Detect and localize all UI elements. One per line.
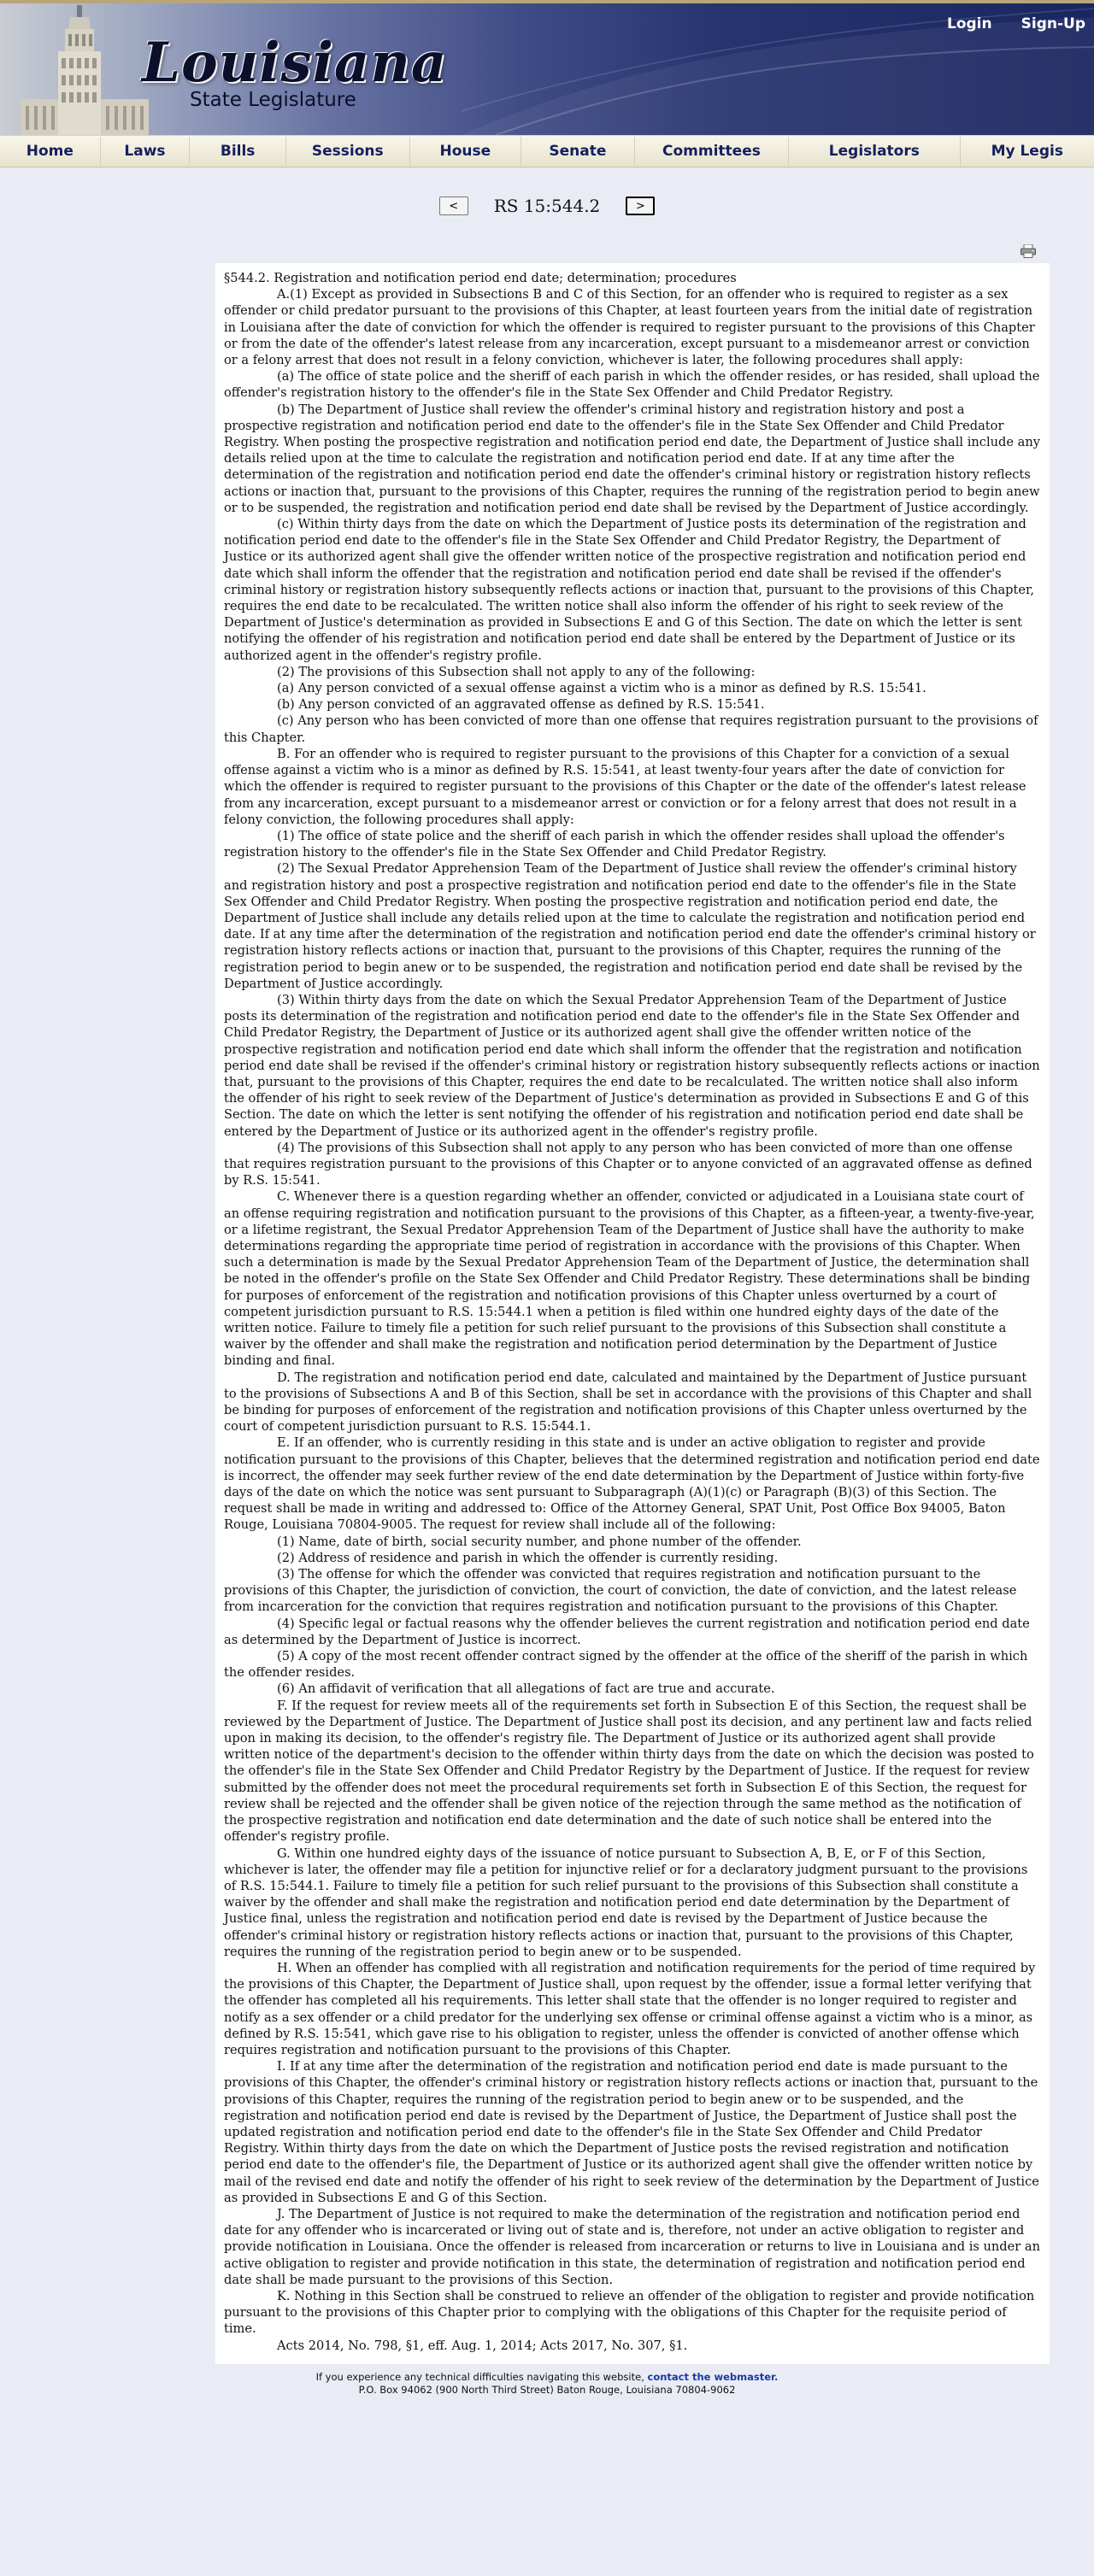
next-section-button[interactable]: > xyxy=(626,197,655,215)
statute-paragraph: D. The registration and notification period end date, calculated and maintained by the Department of Justice pursuant to the provisions of Subsections A and B of this Section, shall be set in accordance with the provisions of this Chapter and shall be binding for purposes of enforcement of the registration and notification provisions of this Chapter unless overturned by the court of competent jurisdiction pursuant to R.S. 15:544.1. xyxy=(224,1370,1032,1435)
statute-paragraph: (c) Within thirty days from the date on which the Department of Justice posts its determination of the registration and notification period end date to the offender's file in the State Sex Offender and Child Predator Registry, the Department of Justice or its authorized agent shall give the offender written notice of the prospective registration and notification period end date which shall inform the offender that the registration and notification period end date shall be revised if the offender's criminal history or registration history subsequently reflects actions or inaction that, pursuant to the provisions of this Chapter, requires the end date to be recalculated. The written notice shall also inform the offender of his right to seek review of the Department of Justice's determination as provided in Subsections E and G of this Section. The date on which the letter is sent notifying the offender of his registration and notification period end date shall be entered by the Department of Justice or its authorized agent in the offender's registry profile. xyxy=(224,517,1035,663)
footer-support-text: If you experience any technical difficulties navigating this website, xyxy=(315,2370,644,2383)
statute-paragraph: B. For an offender who is required to register pursuant to the provisions of this Chapter for a conviction of a sexual offense against a victim who is a minor as defined by R.S. 15:541, at least twenty-four years after the date of conviction for which the offender is required to register pursuant to the provisions of this Chapter or the date of the offender's latest release from any incarceration, except pursuant to a misdemeanor arrest or conviction or for a felony arrest that does not result in a felony conviction, the following procedures shall apply: xyxy=(224,746,1026,827)
statute-paragraph: J. The Department of Justice is not required to make the determination of the registration and notification period end date for any offender who is incarcerated or living out of state and is, therefore, not under an active obligation to register and provide notification in Louisiana. Once the offender is released from incarceration or returns to live in Louisiana and is under an active obligation to register and provide notification in this state, the determination of registration and notification period end date shall be made pursuant to the provisions of this Section. xyxy=(224,2206,1040,2287)
printer-icon[interactable] xyxy=(1020,244,1036,258)
statute-paragraph: (1) The office of state police and the sheriff of each parish in which the offender resides shall upload the offender's registration history to the offender's file in the State Sex Offender and Child Predator Registry. xyxy=(224,828,1005,860)
site-footer xyxy=(0,2364,1094,2397)
nav-item-sessions[interactable]: Sessions xyxy=(286,137,410,166)
section-title: RS 15:544.2 xyxy=(493,196,601,216)
nav-item-legislators[interactable]: Legislators xyxy=(789,137,960,166)
nav-item-my-legis[interactable]: My Legis xyxy=(991,143,1063,160)
site-logo-subtitle[interactable]: State Legislature xyxy=(190,89,356,111)
statute-paragraph: I. If at any time after the determination of the registration and notification period end date is made pursuant to the provisions of this Chapter, the offender's criminal history or registration history reflects actions or inaction that, pursuant to the provisions of this Chapter, requires the running of the registration period to begin anew or to be suspended, and the registration and notification period end date is revised by the Department of Justice, the Department of Justice shall post the updated registration and notification period end date to the offender's file in the State Sex Offender and Child Predator Registry. Within thirty days from the date on which the Department of Justice posts the revised registration and notification period end date to the offender's file, the Department of Justice or its authorized agent shall give the offender written notice by mail of the revised end date and notify the offender of his right to seek review of the determination by the Department of Justice as provided in Subsections E and G of this Section. xyxy=(224,2059,1039,2205)
statute-paragraph: E. If an offender, who is currently residing in this state and is under an active obligation to register and provide notification pursuant to the provisions of this Chapter, believes that the determined registration and notification period end date is incorrect, the offender may seek further review of the end date determination by the Department of Justice within forty-five days of the date on which the notice was sent pursuant to Subparagraph (A)(1)(c) or Paragraph (B)(3) of this Section. The request shall be made in writing and addressed to: Office of the Attorney General, SPAT Unit, Post Office Box 94005, Baton Rouge, Louisiana 70804-9005. The request for review shall include all of the following: xyxy=(224,1435,1040,1533)
auth-links xyxy=(947,15,1085,32)
statute-paragraph: (3) The offense for which the offender was convicted that requires registration and notification pursuant to the provisions of this Chapter, the jurisdiction of conviction, the court of conviction, the date of conviction, and the latest release from incarceration for the conviction that requires registration and notification pursuant to the provisions of this Chapter. xyxy=(224,1567,1017,1615)
capitol-building-icon xyxy=(21,5,149,135)
nav-item-bills[interactable]: Bills xyxy=(190,137,286,166)
statute-paragraph: K. Nothing in this Section shall be construed to relieve an offender of the obligation to register and provide notification pursuant to the provisions of this Chapter prior to complying with the obligations of this Chapter for the requisite period of time. xyxy=(224,2288,1035,2337)
statute-paragraph: G. Within one hundred eighty days of the issuance of notice pursuant to Subsection A, B, E, or F of this Section, whichever is later, the offender may file a petition for injunctive relief or for a declaratory judgment pursuant to the provisions of R.S. 15:544.1. Failure to timely file a petition for such relief pursuant to the provisions of this Subsection shall constitute a waiver by the offender and shall make the registration and notification period end date determination by the Department of Justice final, unless the registration and notification period end date is revised by the Department of Justice because the offender's criminal history or registration history reflects actions or inaction that, pursuant to the provisions of this Chapter, requires the running of the registration period to begin anew or to be suspended. xyxy=(224,1845,1028,1959)
nav-item-home[interactable]: Home xyxy=(0,137,101,166)
statute-paragraph: (b) The Department of Justice shall review the offender's criminal history and registration history and post a prospective registration and notification period end date to the offender's file in the State Sex Offender and Child Predator Registry. When posting the prospective registration and notification period end date, the Department of Justice shall include any details relied upon at the time to calculate the registration and notification period end date. If at any time after the determination of the registration and notification period end date the offender's criminal history or registration history reflects actions or inaction that, pursuant to the provisions of this Chapter, requires the running of the registration period to begin anew or to be suspended, the registration and notification period end date shall be revised by the Department of Justice accordingly. xyxy=(224,402,1040,515)
statute-paragraph: C. Whenever there is a question regarding whether an offender, convicted or adjudicated in a Louisiana state court of an offense requiring registration and notification pursuant to the provisions of this Chapter, as a fifteen-year, a twenty-five-year, or a lifetime registrant, the Sexual Predator Apprehension Team of the Department of Justice shall have the authority to make determinations regarding the appropriate time period of registration in accordance with the provisions of this Chapter. When such a determination is made by the Sexual Predator Apprehension Team of the Department of Justice, the determination shall be noted in the offender's profile on the State Sex Offender and Child Predator Registry. These determinations shall be binding for purposes of enforcement of the registration and notification provisions of this Chapter unless overturned by a court of competent jurisdiction pursuant to R.S. 15:544.1 when a petition is filed within one hundred eighty days of the date of the written notice. Failure to timely file a petition for such relief pursuant to the provisions of this Subsection shall constitute a waiver by the offender and shall make the registration and notification period determination by the Department of Justice binding and final. xyxy=(224,1189,1035,1369)
statute-paragraph: (b) Any person convicted of an aggravated offense as defined by R.S. 15:541. xyxy=(277,697,765,713)
statute-paragraph: (2) The provisions of this Subsection shall not apply to any of the following: xyxy=(277,664,756,679)
statute-paragraph: (1) Name, date of birth, social security number, and phone number of the offender. xyxy=(277,1534,802,1549)
statute-paragraph: A.(1) Except as provided in Subsections B and C of this Section, for an offender who is required to register as a sex offender or child predator pursuant to the provisions of this Chapter, at least fourteen years from the initial date of registration in Louisiana after the date of conviction for which the offender is required to register pursuant to the provisions of this Chapter or from the date of the offender's latest release from any incarceration, except pursuant to a misdemeanor arrest or conviction or a felony arrest that does not result in a felony conviction, whichever is later, the following procedures shall apply: xyxy=(224,287,1035,368)
statute-paragraph: (a) Any person convicted of a sexual offense against a victim who is a minor as defined by R.S. 15:541. xyxy=(277,681,926,696)
nav-item-house[interactable]: House xyxy=(410,137,522,166)
statute-text xyxy=(215,263,1050,2364)
print-row xyxy=(0,244,1094,263)
statute-paragraph: (a) The office of state police and the sheriff of each parish in which the offender resides, or has resided, shall upload the offender's registration history to the offender's file in the State Sex Offender and Child Predator Registry. xyxy=(224,369,1040,401)
nav-item-senate[interactable]: Senate xyxy=(521,137,635,166)
statute-paragraph: (3) Within thirty days from the date on which the Sexual Predator Apprehension Team of the Department of Justice posts its determination of the registration and notification period end date to the offender's file in the State Sex Offender and Child Predator Registry, the Department of Justice or its authorized agent shall give the offender written notice of the prospective registration and notification period end date which shall inform the offender that the registration and notification period end date shall be revised if the offender's criminal history or registration history subsequently reflects actions or inaction that, pursuant to the provisions of this Chapter, requires the end date to be recalculated. The written notice shall also inform the offender of his right to seek review of the Department of Justice's determination as provided in Subsections E and G of this Section. The date on which the letter is sent notifying the offender of his registration and notification period end date shall be entered by the Department of Justice or its authorized agent in the offender's registry profile. xyxy=(224,992,1040,1139)
nav-item-committees[interactable]: Committees xyxy=(635,137,789,166)
statute-paragraph: (5) A copy of the most recent offender contract signed by the offender at the office of the sheriff of the parish in which the offender resides. xyxy=(224,1649,1028,1681)
section-heading: §544.2. Registration and notification period end date; determination; procedures xyxy=(224,271,737,285)
login-link[interactable]: Login xyxy=(947,15,992,32)
site-logo-script[interactable]: Louisiana xyxy=(142,31,448,95)
webmaster-contact-link[interactable]: contact the webmaster. xyxy=(647,2370,779,2383)
statute-paragraph: Acts 2014, No. 798, §1, eff. Aug. 1, 2014; Acts 2017, No. 307, §1. xyxy=(277,2338,688,2353)
nav-item-laws[interactable]: Laws xyxy=(101,137,191,166)
statute-paragraph: H. When an offender has complied with all registration and notification requirements for the period of time required by the provisions of this Chapter, the Department of Justice shall, upon request by the offender, issue a formal letter verifying that the offender has completed all his requirements. This letter shall state that the offender is no longer required to register and notify as a sex offender or a child predator for the underlying sex offense or criminal offense against a victim who is a minor, as defined by R.S. 15:541, which gave rise to his obligation to register, unless the offender is convicted of another offense which requires registration and notification pursuant to the provisions of this Chapter. xyxy=(224,1960,1036,2057)
main-nav xyxy=(0,135,1094,167)
statute-paragraph: F. If the request for review meets all of the requirements set forth in Subsection E of this Section, the request shall be reviewed by the Department of Justice. The Department of Justice shall post its decision, and any pertinent law and facts relied upon in making its decision, to the offender's registry file. The Department of Justice or its authorized agent shall provide written notice of the department's decision to the offender within thirty days from the date on which the decision was posted to the offender's file in the State Sex Offender and Child Predator Registry by the Department of Justice. If the request for review submitted by the offender does not meet the procedural requirements set forth in Subsection E of this Section, the request for review shall be rejected and the offender shall be given notice of the rejection through the same method as the notification of the prospective registration and notification end date determination and the date of such notice shall be entered into the offender's registry profile. xyxy=(224,1698,1034,1845)
statute-paragraph: (2) The Sexual Predator Apprehension Team of the Department of Justice shall review the offender's criminal history and registration history and post a prospective registration and notification period end date to the offender's file in the State Sex Offender and Child Predator Registry. When posting the prospective registration and notification period end date, the Department of Justice shall include any details relied upon at the time to calculate the registration and notification period end date. If at any time after the determination of the registration and notification period end date the offender's criminal history or registration history reflects actions or inaction that, pursuant to the provisions of this Chapter, requires the running of the registration period to begin anew or to be suspended, the registration and notification period end date shall be revised by the Department of Justice accordingly. xyxy=(224,861,1036,991)
prev-section-button[interactable]: < xyxy=(439,197,468,215)
footer-address: P.O. Box 94062 (900 North Third Street) Baton Rouge, Louisiana 70804-9062 xyxy=(358,2383,736,2396)
footer-support-line xyxy=(0,2371,1094,2384)
signup-link[interactable]: Sign-Up xyxy=(1020,15,1085,32)
statute-paragraph: (2) Address of residence and parish in which the offender is currently residing. xyxy=(277,1550,779,1565)
site-header xyxy=(0,0,1094,135)
statute-paragraph: (6) An affidavit of verification that all allegations of fact are true and accurate. xyxy=(277,1681,775,1697)
statute-paragraph: (4) The provisions of this Subsection shall not apply to any person who has been convicted of more than one offense that requires registration pursuant to the provisions of this Chapter or to anyone convicted of an aggravated offense as defined by R.S. 15:541. xyxy=(224,1140,1032,1188)
statute-paragraph: (c) Any person who has been convicted of more than one offense that requires registration pursuant to the provisions of this Chapter. xyxy=(224,713,1038,745)
section-pager xyxy=(0,167,1094,244)
statute-paragraph: (4) Specific legal or factual reasons why the offender believes the current registration and notification period end date as determined by the Department of Justice is incorrect. xyxy=(224,1616,1030,1647)
